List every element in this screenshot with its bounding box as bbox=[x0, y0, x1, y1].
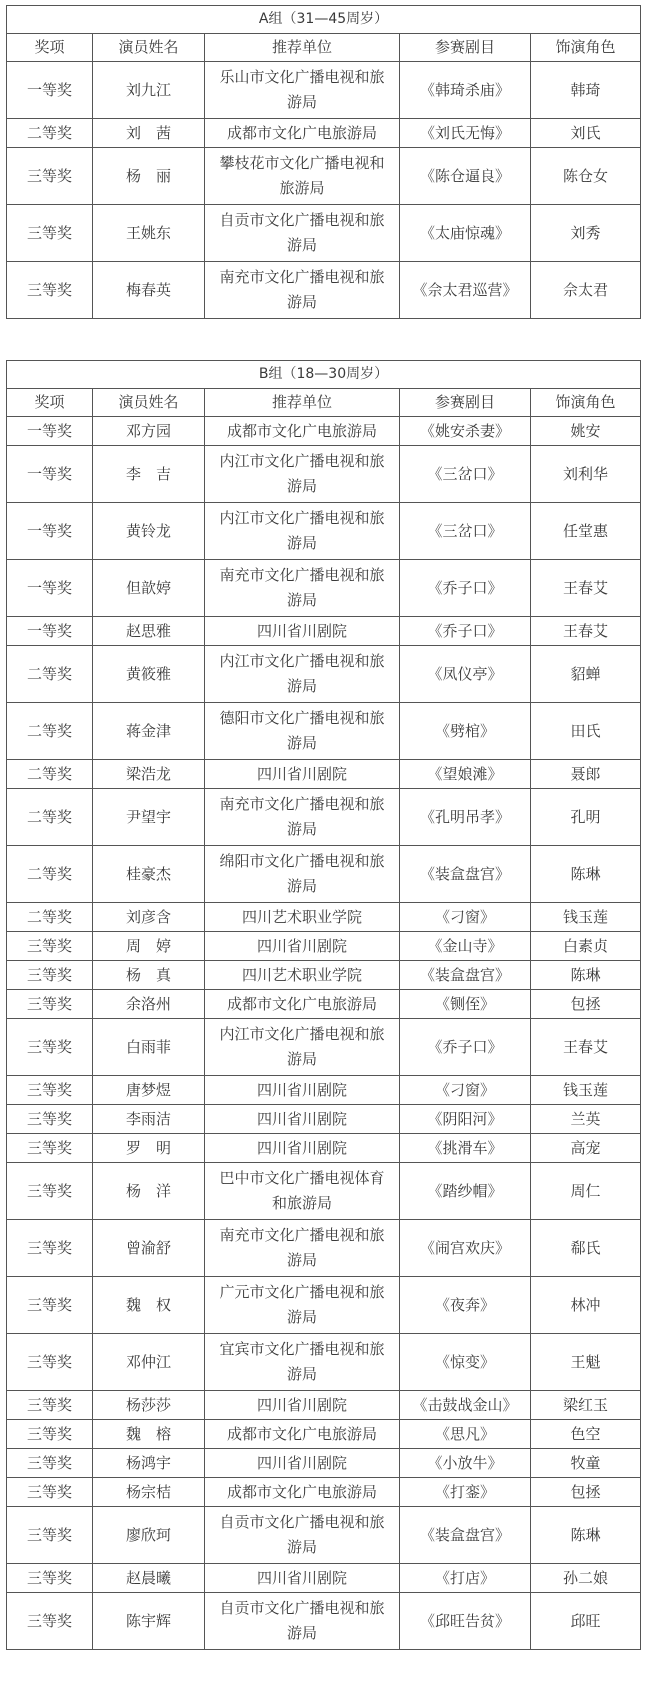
actor-name-cell: 赵思雅 bbox=[93, 617, 205, 646]
header-role: 饰演角色 bbox=[531, 389, 641, 417]
group-b-table bbox=[6, 360, 641, 1650]
role-cell: 高宠 bbox=[531, 1134, 641, 1163]
play-cell: 《挑滑车》 bbox=[400, 1134, 531, 1163]
recommending-unit-cell: 四川省川剧院 bbox=[205, 932, 400, 961]
award-cell: 二等奖 bbox=[7, 760, 93, 789]
recommending-unit-cell: 成都市文化广电旅游局 bbox=[205, 1420, 400, 1449]
play-cell: 《装盒盘宫》 bbox=[400, 846, 531, 903]
play-cell: 《佘太君巡营》 bbox=[400, 262, 531, 319]
recommending-unit-cell: 内江市文化广播电视和旅游局 bbox=[205, 446, 400, 503]
play-cell: 《装盒盘宫》 bbox=[400, 1507, 531, 1564]
recommending-unit-cell: 四川省川剧院 bbox=[205, 1076, 400, 1105]
actor-name-cell: 桂豪杰 bbox=[93, 846, 205, 903]
actor-name-cell: 杨莎莎 bbox=[93, 1391, 205, 1420]
recommending-unit-cell: 宜宾市文化广播电视和旅游局 bbox=[205, 1334, 400, 1391]
recommending-unit-cell: 四川省川剧院 bbox=[205, 617, 400, 646]
play-cell: 《打銮》 bbox=[400, 1478, 531, 1507]
table-row bbox=[7, 119, 641, 148]
table-row bbox=[7, 1507, 641, 1564]
role-cell: 刘氏 bbox=[531, 119, 641, 148]
actor-name-cell: 杨 真 bbox=[93, 961, 205, 990]
table-row bbox=[7, 1220, 641, 1277]
actor-name-cell: 尹望宇 bbox=[93, 789, 205, 846]
recommending-unit-cell: 四川省川剧院 bbox=[205, 760, 400, 789]
role-cell: 孙二娘 bbox=[531, 1564, 641, 1593]
play-cell: 《刁窗》 bbox=[400, 1076, 531, 1105]
actor-name-cell: 蒋金津 bbox=[93, 703, 205, 760]
play-cell: 《刁窗》 bbox=[400, 903, 531, 932]
recommending-unit-cell: 南充市文化广播电视和旅游局 bbox=[205, 560, 400, 617]
recommending-unit-cell: 乐山市文化广播电视和旅游局 bbox=[205, 62, 400, 119]
award-cell: 三等奖 bbox=[7, 1507, 93, 1564]
role-cell: 王春艾 bbox=[531, 1019, 641, 1076]
group-b-title: B组（18—30周岁） bbox=[7, 361, 641, 389]
play-cell: 《邱旺告贫》 bbox=[400, 1593, 531, 1650]
recommending-unit-cell: 自贡市文化广播电视和旅游局 bbox=[205, 1593, 400, 1650]
actor-name-cell: 余洛州 bbox=[93, 990, 205, 1019]
award-cell: 二等奖 bbox=[7, 646, 93, 703]
actor-name-cell: 刘九江 bbox=[93, 62, 205, 119]
role-cell: 白素贞 bbox=[531, 932, 641, 961]
table-row bbox=[7, 1420, 641, 1449]
play-cell: 《三岔口》 bbox=[400, 503, 531, 560]
award-cell: 三等奖 bbox=[7, 1478, 93, 1507]
award-cell: 二等奖 bbox=[7, 703, 93, 760]
table-row bbox=[7, 446, 641, 503]
recommending-unit-cell: 四川艺术职业学院 bbox=[205, 961, 400, 990]
recommending-unit-cell: 自贡市文化广播电视和旅游局 bbox=[205, 1507, 400, 1564]
role-cell: 王魁 bbox=[531, 1334, 641, 1391]
award-cell: 三等奖 bbox=[7, 205, 93, 262]
recommending-unit-cell: 绵阳市文化广播电视和旅游局 bbox=[205, 846, 400, 903]
award-cell: 三等奖 bbox=[7, 1134, 93, 1163]
role-cell: 陈仓女 bbox=[531, 148, 641, 205]
recommending-unit-cell: 内江市文化广播电视和旅游局 bbox=[205, 646, 400, 703]
header-play: 参赛剧目 bbox=[400, 34, 531, 62]
actor-name-cell: 杨 丽 bbox=[93, 148, 205, 205]
table-row bbox=[7, 1163, 641, 1220]
role-cell: 刘利华 bbox=[531, 446, 641, 503]
table-row bbox=[7, 932, 641, 961]
table-row bbox=[7, 760, 641, 789]
award-cell: 二等奖 bbox=[7, 789, 93, 846]
header-role: 饰演角色 bbox=[531, 34, 641, 62]
role-cell: 孔明 bbox=[531, 789, 641, 846]
role-cell: 钱玉莲 bbox=[531, 1076, 641, 1105]
play-cell: 《夜奔》 bbox=[400, 1277, 531, 1334]
play-cell: 《韩琦杀庙》 bbox=[400, 62, 531, 119]
table-row bbox=[7, 1478, 641, 1507]
table-row bbox=[7, 1019, 641, 1076]
play-cell: 《阴阳河》 bbox=[400, 1105, 531, 1134]
actor-name-cell: 刘 茜 bbox=[93, 119, 205, 148]
actor-name-cell: 赵晨曦 bbox=[93, 1564, 205, 1593]
table-row bbox=[7, 1277, 641, 1334]
table-row bbox=[7, 990, 641, 1019]
play-cell: 《姚安杀妻》 bbox=[400, 417, 531, 446]
table-row bbox=[7, 1564, 641, 1593]
award-cell: 三等奖 bbox=[7, 1593, 93, 1650]
table-row bbox=[7, 1076, 641, 1105]
recommending-unit-cell: 四川省川剧院 bbox=[205, 1449, 400, 1478]
recommending-unit-cell: 内江市文化广播电视和旅游局 bbox=[205, 1019, 400, 1076]
role-cell: 刘秀 bbox=[531, 205, 641, 262]
table-row bbox=[7, 703, 641, 760]
recommending-unit-cell: 四川省川剧院 bbox=[205, 1105, 400, 1134]
actor-name-cell: 梅春英 bbox=[93, 262, 205, 319]
actor-name-cell: 杨 洋 bbox=[93, 1163, 205, 1220]
play-cell: 《金山寺》 bbox=[400, 932, 531, 961]
role-cell: 梁红玉 bbox=[531, 1391, 641, 1420]
play-cell: 《乔子口》 bbox=[400, 1019, 531, 1076]
award-cell: 三等奖 bbox=[7, 1076, 93, 1105]
actor-name-cell: 但歆婷 bbox=[93, 560, 205, 617]
award-cell: 三等奖 bbox=[7, 1277, 93, 1334]
table-row bbox=[7, 961, 641, 990]
recommending-unit-cell: 四川省川剧院 bbox=[205, 1564, 400, 1593]
recommending-unit-cell: 德阳市文化广播电视和旅游局 bbox=[205, 703, 400, 760]
play-cell: 《孔明吊孝》 bbox=[400, 789, 531, 846]
table-row bbox=[7, 262, 641, 319]
award-cell: 一等奖 bbox=[7, 62, 93, 119]
role-cell: 钱玉莲 bbox=[531, 903, 641, 932]
role-cell: 陈琳 bbox=[531, 1507, 641, 1564]
play-cell: 《乔子口》 bbox=[400, 617, 531, 646]
award-cell: 三等奖 bbox=[7, 1163, 93, 1220]
table-row bbox=[7, 1105, 641, 1134]
actor-name-cell: 魏 权 bbox=[93, 1277, 205, 1334]
award-cell: 一等奖 bbox=[7, 417, 93, 446]
recommending-unit-cell: 南充市文化广播电视和旅游局 bbox=[205, 262, 400, 319]
role-cell: 兰英 bbox=[531, 1105, 641, 1134]
play-cell: 《思凡》 bbox=[400, 1420, 531, 1449]
recommending-unit-cell: 四川艺术职业学院 bbox=[205, 903, 400, 932]
actor-name-cell: 杨鸿宇 bbox=[93, 1449, 205, 1478]
table-row bbox=[7, 1449, 641, 1478]
actor-name-cell: 杨宗桔 bbox=[93, 1478, 205, 1507]
header-recommending-unit: 推荐单位 bbox=[205, 34, 400, 62]
table-row bbox=[7, 1593, 641, 1650]
award-cell: 一等奖 bbox=[7, 617, 93, 646]
actor-name-cell: 黄筱雅 bbox=[93, 646, 205, 703]
recommending-unit-cell: 四川省川剧院 bbox=[205, 1134, 400, 1163]
role-cell: 包拯 bbox=[531, 1478, 641, 1507]
recommending-unit-cell: 攀枝花市文化广播电视和旅游局 bbox=[205, 148, 400, 205]
play-cell: 《凤仪亭》 bbox=[400, 646, 531, 703]
award-cell: 三等奖 bbox=[7, 1019, 93, 1076]
recommending-unit-cell: 广元市文化广播电视和旅游局 bbox=[205, 1277, 400, 1334]
play-cell: 《乔子口》 bbox=[400, 560, 531, 617]
header-actor-name: 演员姓名 bbox=[93, 389, 205, 417]
award-cell: 二等奖 bbox=[7, 846, 93, 903]
group-b-header-row bbox=[7, 389, 641, 417]
award-cell: 三等奖 bbox=[7, 932, 93, 961]
role-cell: 陈琳 bbox=[531, 846, 641, 903]
award-cell: 三等奖 bbox=[7, 990, 93, 1019]
play-cell: 《惊变》 bbox=[400, 1334, 531, 1391]
table-row bbox=[7, 617, 641, 646]
table-row bbox=[7, 62, 641, 119]
role-cell: 王春艾 bbox=[531, 617, 641, 646]
actor-name-cell: 唐梦煜 bbox=[93, 1076, 205, 1105]
play-cell: 《刘氏无悔》 bbox=[400, 119, 531, 148]
actor-name-cell: 魏 榕 bbox=[93, 1420, 205, 1449]
award-cell: 三等奖 bbox=[7, 1564, 93, 1593]
actor-name-cell: 李雨洁 bbox=[93, 1105, 205, 1134]
table-row bbox=[7, 560, 641, 617]
actor-name-cell: 梁浩龙 bbox=[93, 760, 205, 789]
table-row bbox=[7, 789, 641, 846]
actor-name-cell: 曾渝舒 bbox=[93, 1220, 205, 1277]
role-cell: 王春艾 bbox=[531, 560, 641, 617]
recommending-unit-cell: 内江市文化广播电视和旅游局 bbox=[205, 503, 400, 560]
recommending-unit-cell: 成都市文化广电旅游局 bbox=[205, 119, 400, 148]
group-a-body bbox=[7, 6, 641, 319]
recommending-unit-cell: 成都市文化广电旅游局 bbox=[205, 1478, 400, 1507]
actor-name-cell: 邓方园 bbox=[93, 417, 205, 446]
actor-name-cell: 王姚东 bbox=[93, 205, 205, 262]
role-cell: 韩琦 bbox=[531, 62, 641, 119]
play-cell: 《装盒盘宫》 bbox=[400, 961, 531, 990]
actor-name-cell: 黄铃龙 bbox=[93, 503, 205, 560]
award-cell: 三等奖 bbox=[7, 1105, 93, 1134]
table-row bbox=[7, 846, 641, 903]
table-row bbox=[7, 903, 641, 932]
actor-name-cell: 邓仲江 bbox=[93, 1334, 205, 1391]
group-a-table bbox=[6, 5, 641, 319]
actor-name-cell: 刘彦含 bbox=[93, 903, 205, 932]
award-cell: 三等奖 bbox=[7, 1334, 93, 1391]
play-cell: 《铡侄》 bbox=[400, 990, 531, 1019]
table-row bbox=[7, 1334, 641, 1391]
role-cell: 姚安 bbox=[531, 417, 641, 446]
award-cell: 三等奖 bbox=[7, 148, 93, 205]
recommending-unit-cell: 巴中市文化广播电视体育和旅游局 bbox=[205, 1163, 400, 1220]
table-row bbox=[7, 1134, 641, 1163]
award-cell: 三等奖 bbox=[7, 1391, 93, 1420]
award-cell: 一等奖 bbox=[7, 503, 93, 560]
award-cell: 一等奖 bbox=[7, 446, 93, 503]
table-row bbox=[7, 646, 641, 703]
role-cell: 田氏 bbox=[531, 703, 641, 760]
role-cell: 任堂惠 bbox=[531, 503, 641, 560]
actor-name-cell: 廖欣珂 bbox=[93, 1507, 205, 1564]
actor-name-cell: 罗 明 bbox=[93, 1134, 205, 1163]
play-cell: 《踏纱帽》 bbox=[400, 1163, 531, 1220]
recommending-unit-cell: 成都市文化广电旅游局 bbox=[205, 990, 400, 1019]
play-cell: 《太庙惊魂》 bbox=[400, 205, 531, 262]
role-cell: 佘太君 bbox=[531, 262, 641, 319]
role-cell: 邱旺 bbox=[531, 1593, 641, 1650]
table-row bbox=[7, 1391, 641, 1420]
group-a-header-row bbox=[7, 34, 641, 62]
header-recommending-unit: 推荐单位 bbox=[205, 389, 400, 417]
award-cell: 三等奖 bbox=[7, 961, 93, 990]
recommending-unit-cell: 南充市文化广播电视和旅游局 bbox=[205, 1220, 400, 1277]
award-cell: 二等奖 bbox=[7, 119, 93, 148]
play-cell: 《陈仓逼良》 bbox=[400, 148, 531, 205]
role-cell: 林冲 bbox=[531, 1277, 641, 1334]
role-cell: 周仁 bbox=[531, 1163, 641, 1220]
play-cell: 《劈棺》 bbox=[400, 703, 531, 760]
recommending-unit-cell: 南充市文化广播电视和旅游局 bbox=[205, 789, 400, 846]
role-cell: 貂蝉 bbox=[531, 646, 641, 703]
table-row bbox=[7, 148, 641, 205]
header-play: 参赛剧目 bbox=[400, 389, 531, 417]
award-cell: 三等奖 bbox=[7, 1420, 93, 1449]
role-cell: 郗氏 bbox=[531, 1220, 641, 1277]
actor-name-cell: 陈宇辉 bbox=[93, 1593, 205, 1650]
play-cell: 《小放牛》 bbox=[400, 1449, 531, 1478]
recommending-unit-cell: 四川省川剧院 bbox=[205, 1391, 400, 1420]
role-cell: 牧童 bbox=[531, 1449, 641, 1478]
actor-name-cell: 李 吉 bbox=[93, 446, 205, 503]
actor-name-cell: 周 婷 bbox=[93, 932, 205, 961]
role-cell: 包拯 bbox=[531, 990, 641, 1019]
award-cell: 三等奖 bbox=[7, 1449, 93, 1478]
group-b-body bbox=[7, 361, 641, 1650]
recommending-unit-cell: 自贡市文化广播电视和旅游局 bbox=[205, 205, 400, 262]
award-cell: 二等奖 bbox=[7, 903, 93, 932]
table-row bbox=[7, 205, 641, 262]
role-cell: 聂郎 bbox=[531, 760, 641, 789]
group-a-title: A组（31—45周岁） bbox=[7, 6, 641, 34]
recommending-unit-cell: 成都市文化广电旅游局 bbox=[205, 417, 400, 446]
header-award: 奖项 bbox=[7, 34, 93, 62]
play-cell: 《打店》 bbox=[400, 1564, 531, 1593]
award-cell: 三等奖 bbox=[7, 262, 93, 319]
table-row bbox=[7, 417, 641, 446]
play-cell: 《望娘滩》 bbox=[400, 760, 531, 789]
actor-name-cell: 白雨菲 bbox=[93, 1019, 205, 1076]
play-cell: 《闹宫欢庆》 bbox=[400, 1220, 531, 1277]
play-cell: 《击鼓战金山》 bbox=[400, 1391, 531, 1420]
table-row bbox=[7, 503, 641, 560]
header-award: 奖项 bbox=[7, 389, 93, 417]
play-cell: 《三岔口》 bbox=[400, 446, 531, 503]
role-cell: 色空 bbox=[531, 1420, 641, 1449]
header-actor-name: 演员姓名 bbox=[93, 34, 205, 62]
award-cell: 一等奖 bbox=[7, 560, 93, 617]
award-cell: 三等奖 bbox=[7, 1220, 93, 1277]
role-cell: 陈琳 bbox=[531, 961, 641, 990]
